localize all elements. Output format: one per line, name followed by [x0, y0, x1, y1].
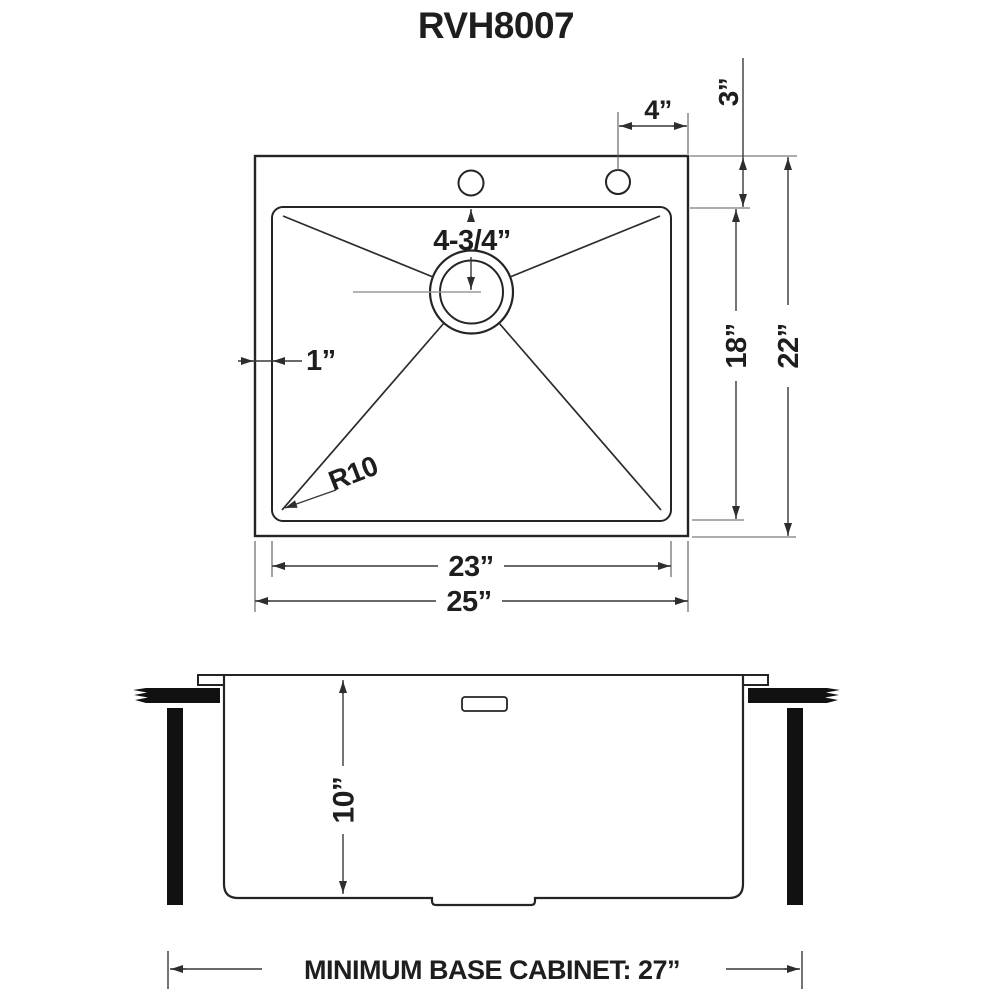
- sink-rim-profile: [198, 675, 768, 685]
- dim-bowl-width-label: 23”: [448, 551, 494, 583]
- dim-overall-width-label: 25”: [446, 586, 492, 618]
- dim-corner-radius: [285, 450, 382, 508]
- dim-faucet-hole-to-edge: [618, 95, 688, 171]
- dim-overall-front-to-back-label: 22”: [773, 323, 806, 369]
- dim-back-ledge-label: 3”: [712, 77, 744, 107]
- cabinet-dimension: [168, 951, 802, 989]
- dim-faucet-hole-to-edge-label: 4”: [644, 95, 672, 125]
- faucet-hole-right: [606, 170, 630, 194]
- dim-back-ledge: [690, 58, 797, 208]
- dim-rim-width-label: 1”: [306, 345, 336, 377]
- dim-drain-to-back-label: 4-3/4”: [433, 225, 511, 257]
- side-view: [133, 675, 840, 905]
- cabinet-wall-left: [167, 708, 183, 905]
- overflow-detail: [462, 697, 507, 711]
- cabinet-wall-right: [787, 708, 803, 905]
- counter-right: [748, 688, 840, 703]
- dim-bowl-front-to-back-label: 18”: [721, 323, 754, 369]
- cabinet-note-label: MINIMUM BASE CABINET: 27”: [303, 955, 681, 985]
- top-view: [238, 58, 805, 618]
- dim-corner-radius-label: R10: [324, 449, 382, 497]
- drawing-title: RVH8007: [417, 5, 575, 46]
- dim-bowl-depth: [328, 680, 361, 894]
- dim-rim-width: [238, 345, 336, 377]
- dim-bowl-depth-label: 10”: [327, 776, 361, 824]
- dim-bowl-front-to-back: [692, 209, 753, 520]
- bowl-profile: [224, 675, 743, 905]
- faucet-hole-left: [459, 171, 484, 196]
- dim-bowl-width: [272, 541, 671, 583]
- counter-left: [133, 688, 220, 703]
